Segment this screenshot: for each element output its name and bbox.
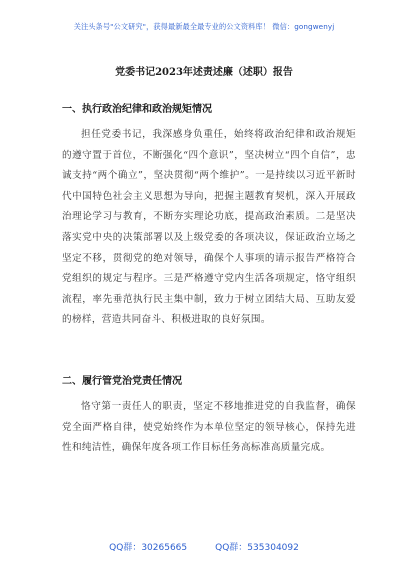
section-paragraph-2: 恪守第一责任人的职责，坚定不移地推进党的自我监督，确保党全面严格自律，使党始终作为本单位坚定的领导核心，保持先进性和纯洁性，确保年度各项工作目标任务高标准高质量完成。 [62, 401, 356, 454]
footer-qq-group-2: QQ群：535304092 [215, 543, 299, 553]
footer [0, 540, 408, 553]
section-heading-2: 二、履行管党治党责任情况 [62, 376, 182, 387]
section-heading-1: 一、执行政治纪律和政治规矩情况 [62, 104, 212, 115]
document-title: 党委书记2023年述责述廉（述职）报告 [115, 67, 293, 78]
top-banner: 关注头条号"公文研究"，获得最新最全最专业的公文资料库！ 微信：gongwenyj [73, 22, 335, 31]
section-paragraph-1: 担任党委书记，我深感身负重任，始终将政治纪律和政治规矩的遵守置于首位，不断强化“四个意识”，坚决树立“四个自信”，忠诚支持“两个确立”，坚决贯彻“两个维护”。一是持续以习近平新时代中国特色社会主义思想为导向，把握主题教育契机，深入开展政治理论学习与教育，不断夯实理论功底，提高政治素质。二是坚决落实党中央的决策部署以及上级党委的各项决议，保证政治立场之坚定不移，贯彻党的绝对领导，确保个人事项的请示报告严格符合党组织的规定与程序。三是严格遵守党内生活各项规定，恪守组织流程，率先垂范执行民主集中制，致力于树立团结大局、互助友爱的榜样，营造共同奋斗、积极进取的良好氛围。 [62, 129, 356, 326]
footer-qq-group-1: QQ群：30265665 [109, 543, 188, 553]
